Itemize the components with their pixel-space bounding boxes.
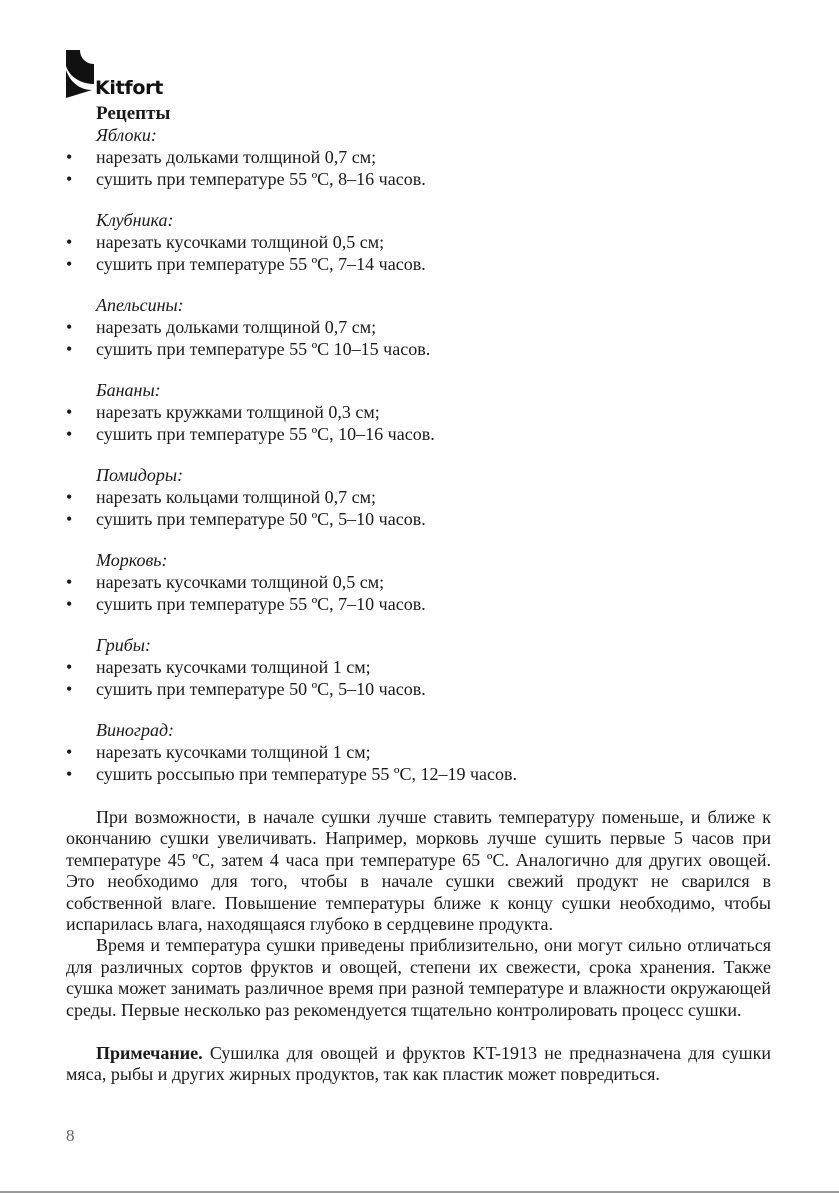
recipe-steps [66, 656, 771, 700]
recipe-step [66, 231, 771, 253]
recipe-steps [66, 146, 771, 190]
bullet-icon: • [66, 764, 73, 784]
recipe-step-text: сушить при температуре 55 ºС, 7–10 часов. [96, 594, 426, 614]
recipe-block [66, 465, 771, 530]
recipe-step-text: сушить при температуре 50 ºС, 5–10 часов. [96, 509, 426, 529]
note-text: Сушилка для овощей и фруктов KT-1913 не предназначена для сушки мяса, рыбы и других жирных продуктов, так как пластик может повредиться. [66, 1043, 771, 1085]
recipe-step-text: сушить при температуре 50 ºС, 5–10 часов. [96, 679, 426, 699]
recipe-block [66, 550, 771, 615]
recipe-block [66, 380, 771, 445]
body-text [66, 807, 771, 1086]
recipe-block [66, 125, 771, 190]
recipe-block [66, 720, 771, 785]
recipe-steps [66, 316, 771, 360]
recipe-step [66, 338, 771, 360]
bullet-icon: • [66, 339, 73, 359]
recipe-step-text: нарезать кусочками толщиной 1 см; [96, 742, 371, 762]
bullet-icon: • [66, 232, 73, 252]
recipe-name: Помидоры: [96, 465, 184, 485]
recipe-step [66, 508, 771, 530]
recipe-step [66, 571, 771, 593]
bullet-icon: • [66, 572, 73, 592]
bullet-icon: • [66, 657, 73, 677]
bullet-icon: • [66, 169, 73, 189]
note-paragraph [66, 1043, 771, 1086]
recipe-block [66, 295, 771, 360]
bottom-divider [0, 1191, 839, 1193]
recipe-step-text: нарезать кусочками толщиной 1 см; [96, 657, 371, 677]
kitfort-logo [66, 50, 176, 100]
recipe-step-text: нарезать дольками толщиной 0,7 см; [96, 147, 377, 167]
recipe-step-text: нарезать кусочками толщиной 0,5 см; [96, 572, 385, 592]
page-content [66, 103, 771, 1086]
recipe-step-text: нарезать кружками толщиной 0,3 см; [96, 402, 380, 422]
brand-name: Kitfort [95, 77, 163, 99]
note-label: Примечание. [96, 1043, 203, 1064]
recipe-step [66, 401, 771, 423]
recipe-steps [66, 401, 771, 445]
recipe-name: Клубника: [96, 210, 174, 230]
recipe-name: Грибы: [96, 635, 151, 655]
bullet-icon: • [66, 317, 73, 337]
recipe-steps [66, 741, 771, 785]
recipe-steps [66, 571, 771, 615]
page-number: 8 [66, 1126, 75, 1145]
recipe-step-text: сушить при температуре 55 ºС 10–15 часов. [96, 339, 431, 359]
recipe-step-text: нарезать кусочками толщиной 0,5 см; [96, 232, 385, 252]
recipe-steps [66, 231, 771, 275]
recipe-step-text: сушить при температуре 55 ºС, 8–16 часов. [96, 169, 426, 189]
bullet-icon: • [66, 742, 73, 762]
bullet-icon: • [66, 509, 73, 529]
recipe-list [66, 125, 771, 785]
bullet-icon: • [66, 594, 73, 614]
section-title: Рецепты [96, 103, 171, 124]
bullet-icon: • [66, 487, 73, 507]
recipe-step [66, 486, 771, 508]
recipe-step [66, 763, 771, 785]
recipe-step [66, 678, 771, 700]
recipe-step-text: сушить при температуре 55 ºС, 7–14 часов. [96, 254, 426, 274]
recipe-step [66, 146, 771, 168]
recipe-step-text: нарезать дольками толщиной 0,7 см; [96, 317, 377, 337]
recipe-step [66, 741, 771, 763]
recipe-step [66, 168, 771, 190]
recipe-step-text: нарезать кольцами толщиной 0,7 см; [96, 487, 376, 507]
bullet-icon: • [66, 679, 73, 699]
recipe-name: Морковь: [96, 550, 168, 570]
recipe-block [66, 210, 771, 275]
recipe-name: Бананы: [96, 380, 161, 400]
recipe-block [66, 635, 771, 700]
bullet-icon: • [66, 424, 73, 444]
recipe-name: Яблоки: [96, 125, 157, 145]
bullet-icon: • [66, 254, 73, 274]
recipe-step [66, 316, 771, 338]
recipe-name: Виноград: [96, 720, 175, 740]
paragraph: При возможности, в начале сушки лучше ставить температуру поменьше, и ближе к окончанию сушки увеличивать. Например, морковь лучше сушить первые 5 часов при температуре 45 ºС, затем 4 часа при температуре 65 ºС. Аналогично для других овощей. Это необходимо для того, чтобы в начале сушки свежий продукт не сварился в собственной влаге. Повышение температуры ближе к концу сушки необходимо, чтобы испарилась влага, находящаяся глубоко в сердцевине продукта. [66, 807, 771, 935]
recipe-step [66, 593, 771, 615]
recipe-step-text: сушить россыпью при температуре 55 ºС, 12–19 часов. [96, 764, 518, 784]
bullet-icon: • [66, 402, 73, 422]
recipe-step-text: сушить при температуре 55 ºС, 10–16 часов. [96, 424, 435, 444]
recipe-step [66, 253, 771, 275]
bullet-icon: • [66, 147, 73, 167]
recipe-steps [66, 486, 771, 530]
recipe-step [66, 656, 771, 678]
recipe-name: Апельсины: [96, 295, 184, 315]
recipe-step [66, 423, 771, 445]
paragraph: Время и температура сушки приведены приблизительно, они могут сильно отличаться для различных сортов фруктов и овощей, степени их свежести, срока хранения. Также сушка может занимать различное время при разной температуре и влажности окружающей среды. Первые несколько раз рекомендуется тщательно контролировать процесс сушки. [66, 935, 771, 1020]
